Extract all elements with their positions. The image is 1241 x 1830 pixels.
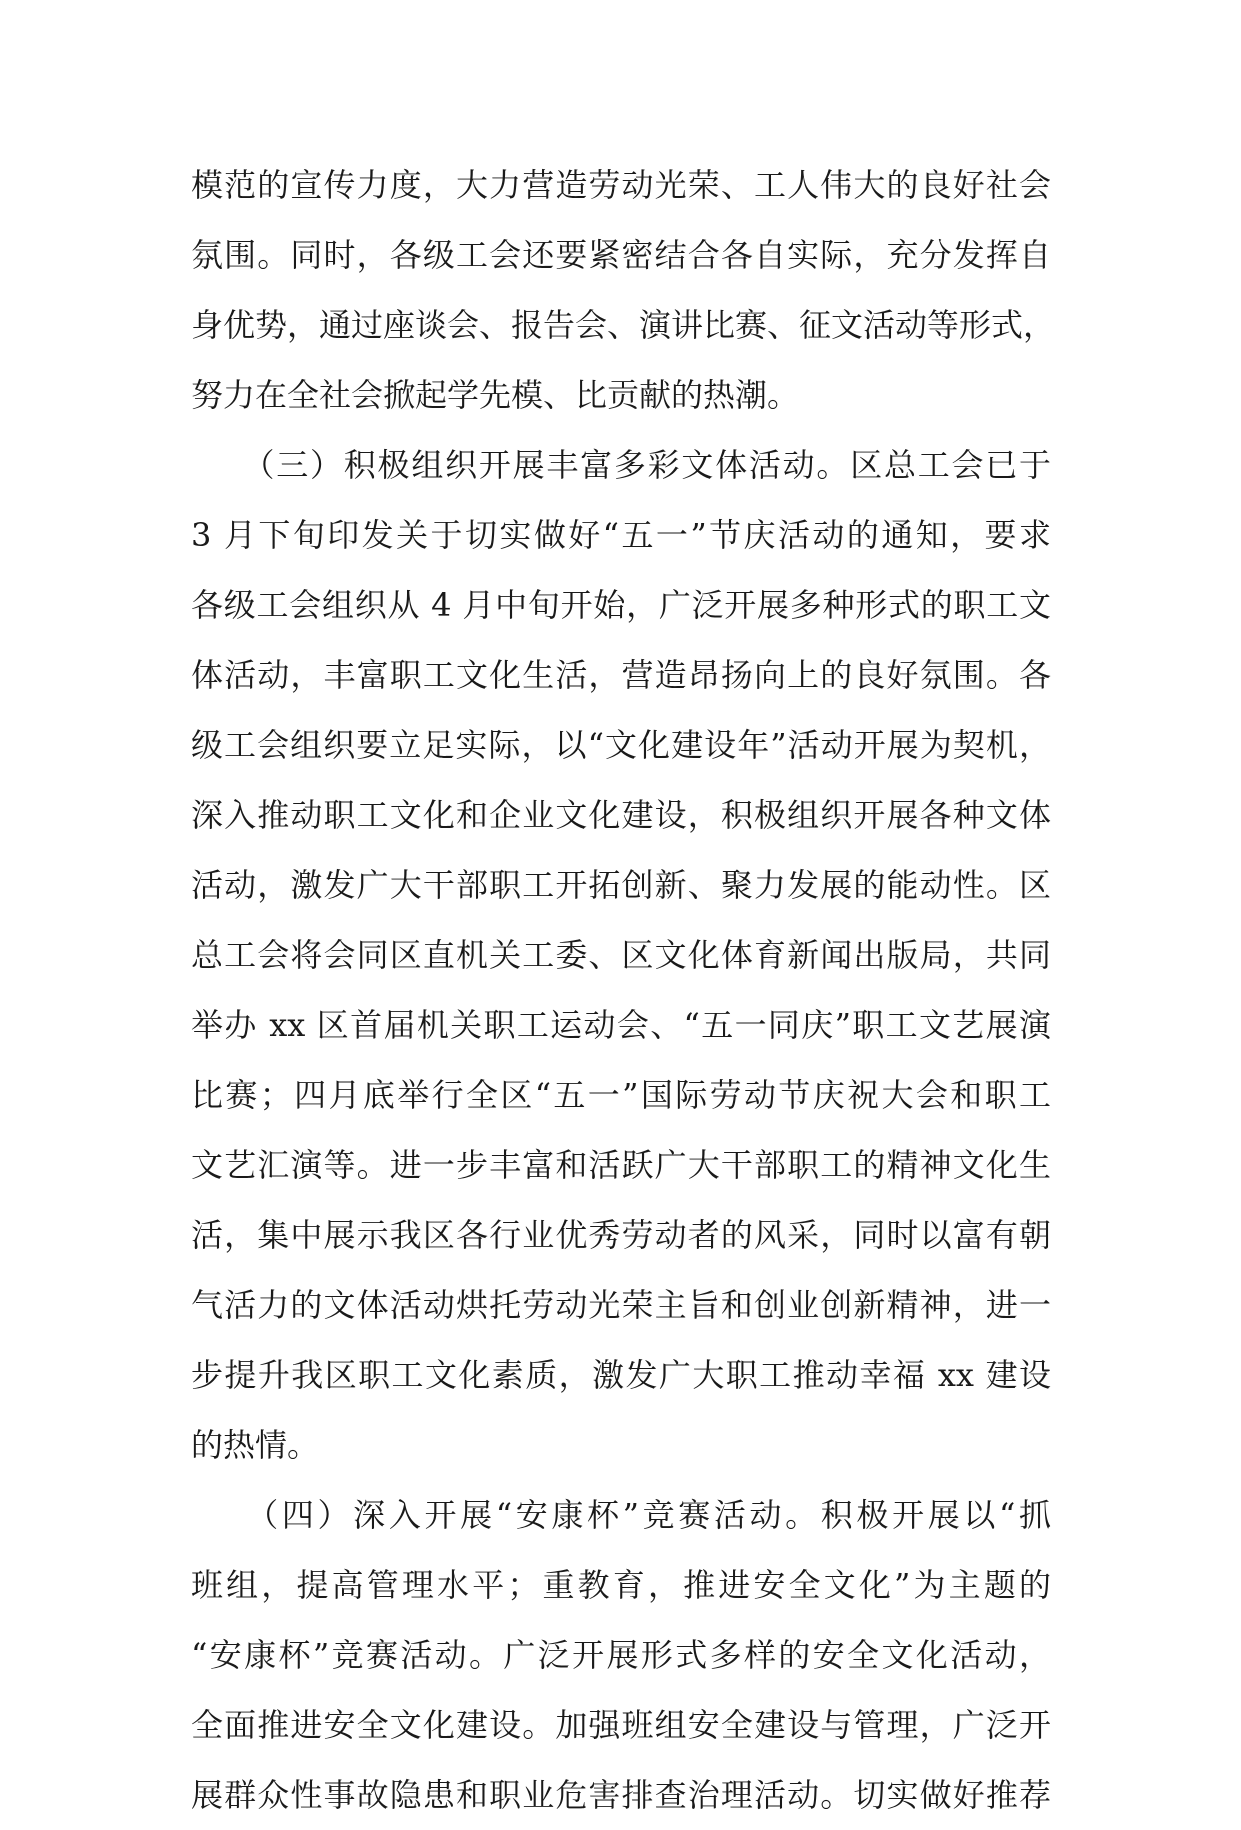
text-line: 全面推进安全文化建设。加强班组安全建设与管理，广泛开	[191, 1706, 1051, 1744]
text-line: 展群众性事故隐患和职业危害排查治理活动。切实做好推荐	[191, 1776, 1051, 1814]
text-line: 比赛；四月底举行全区“五一”国际劳动节庆祝大会和职工	[191, 1076, 1051, 1114]
text-line: 努力在全社会掀起学先模、比贡献的热潮。	[191, 376, 800, 414]
text-line: 身优势，通过座谈会、报告会、演讲比赛、征文活动等形式，	[191, 306, 1056, 344]
text-line: 体活动，丰富职工文化生活，营造昂扬向上的良好氛围。各	[191, 656, 1051, 694]
text-line: 班组，提高管理水平；重教育，推进安全文化”为主题的	[191, 1566, 1051, 1604]
text-line: 深入推动职工文化和企业文化建设，积极组织开展各种文体	[191, 796, 1051, 834]
text-line: 级工会组织要立足实际，以“文化建设年”活动开展为契机，	[191, 726, 1051, 764]
text-line: 3 月下旬印发关于切实做好“五一”节庆活动的通知，要求	[191, 516, 1051, 554]
text-line: 文艺汇演等。进一步丰富和活跃广大干部职工的精神文化生	[191, 1146, 1051, 1184]
text-line: 气活力的文体活动烘托劳动光荣主旨和创业创新精神，进一	[191, 1286, 1051, 1324]
text-line: （三）积极组织开展丰富多彩文体活动。区总工会已于	[191, 446, 1051, 484]
text-line: 模范的宣传力度，大力营造劳动光荣、工人伟大的良好社会	[191, 166, 1051, 204]
text-line: 的热情。	[191, 1426, 320, 1464]
text-line: 氛围。同时，各级工会还要紧密结合各自实际，充分发挥自	[191, 236, 1051, 274]
text-line: 活动，激发广大干部职工开拓创新、聚力发展的能动性。区	[191, 866, 1051, 904]
text-line: “安康杯”竞赛活动。广泛开展形式多样的安全文化活动，	[191, 1636, 1051, 1674]
text-line: （四）深入开展“安康杯”竞赛活动。积极开展以“抓	[191, 1496, 1051, 1534]
text-line: 各级工会组织从 4 月中旬开始，广泛开展多种形式的职工文	[191, 586, 1051, 624]
text-line: 总工会将会同区直机关工委、区文化体育新闻出版局，共同	[191, 936, 1051, 974]
document-body	[191, 150, 1056, 1830]
text-line: 步提升我区职工文化素质，激发广大职工推动幸福 xx 建设	[191, 1356, 1051, 1394]
text-line: 活，集中展示我区各行业优秀劳动者的风采，同时以富有朝	[191, 1216, 1051, 1254]
text-line: 举办 xx 区首届机关职工运动会、“五一同庆”职工文艺展演	[191, 1006, 1051, 1044]
